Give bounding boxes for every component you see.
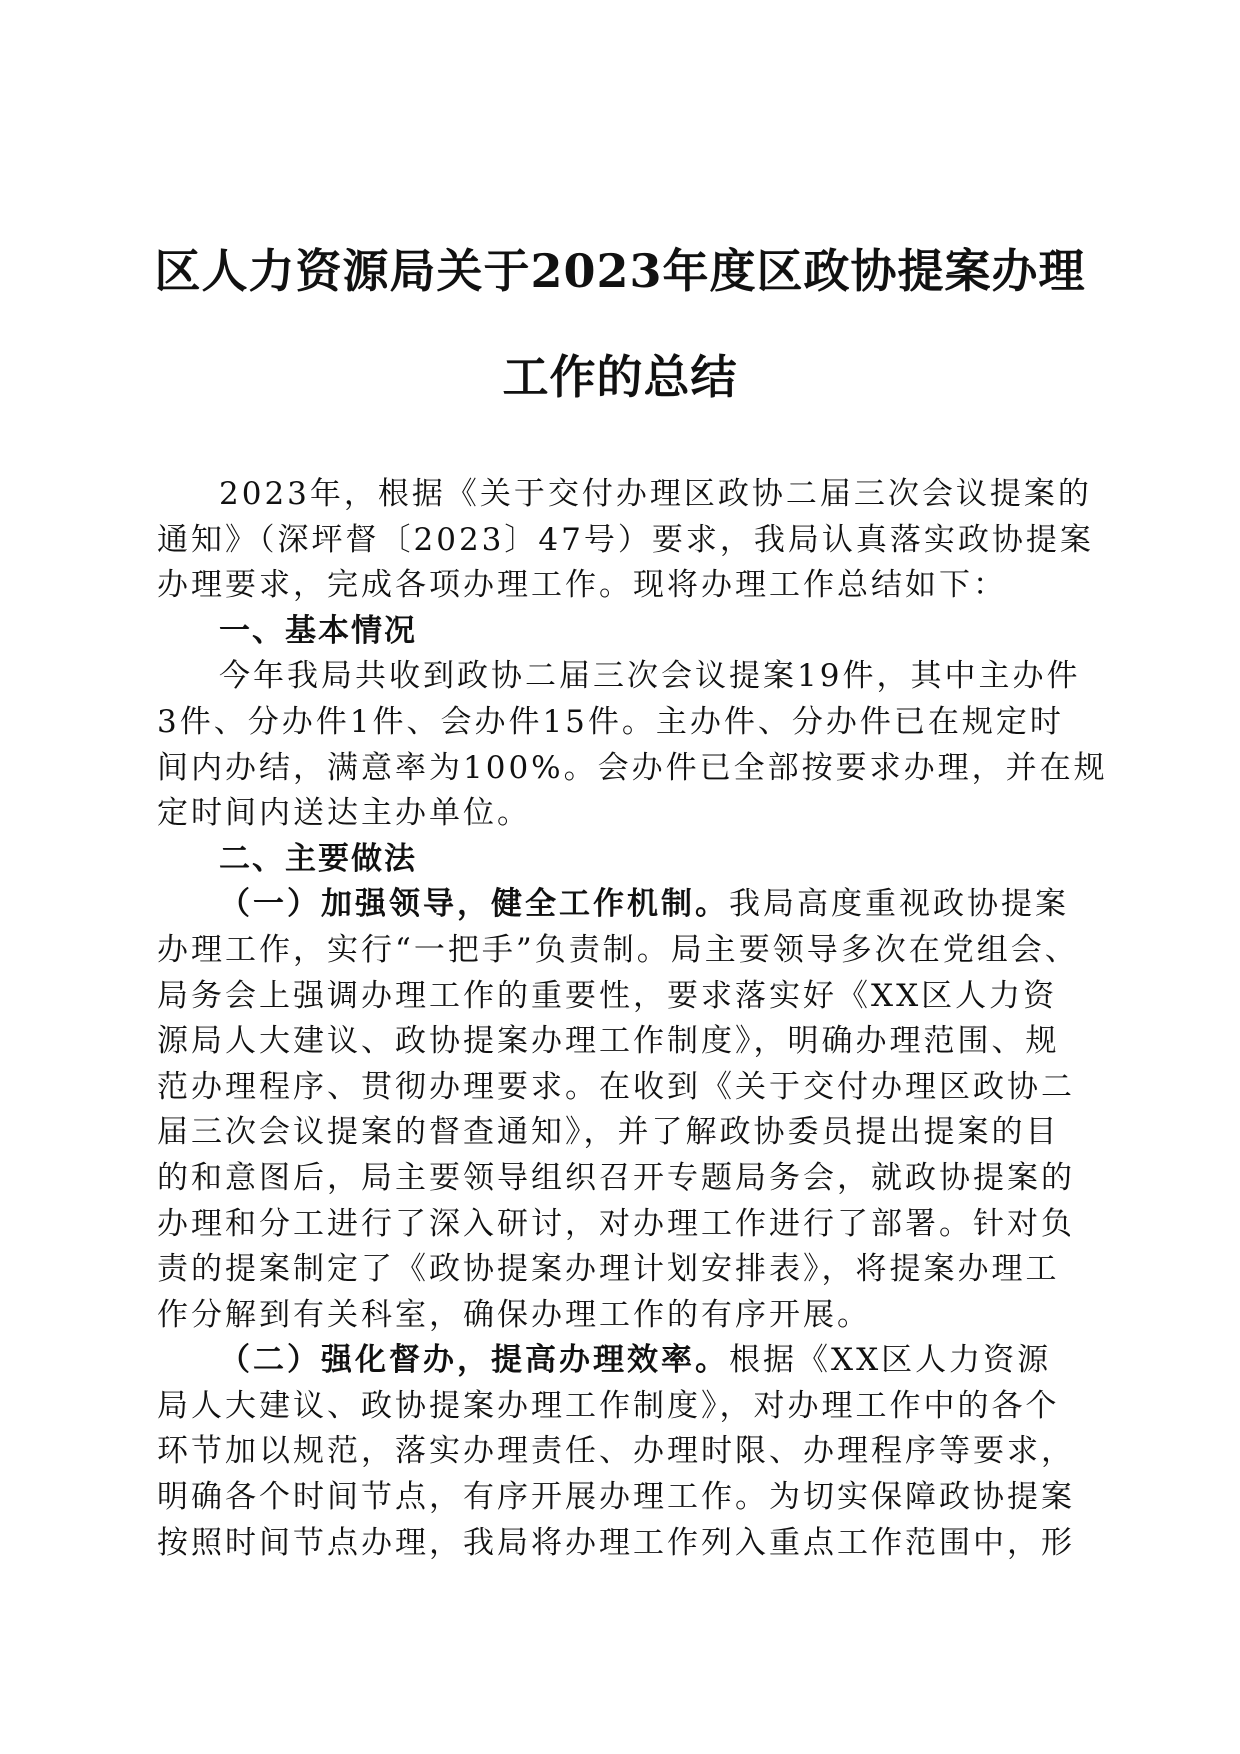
sub2-lead: （二）强化督办，提高办理效率。: [219, 1342, 729, 1379]
section1-line-1: 今年我局共收到政协二届三次会议提案19件，其中主办件: [219, 658, 1081, 695]
sub1-line-6: 的和意图后，局主要领导组织召开专题局务会，就政协提案的: [157, 1159, 1075, 1196]
section1-line-4: 定时间内送达主办单位。: [157, 795, 531, 832]
document-body: [157, 472, 1108, 1566]
section1-line-2: 3件、分办件1件、会办件15件。主办件、分办件已在规定时: [157, 703, 1064, 740]
title-line-1: 区人力资源局关于2023年度区政协提案办理: [154, 244, 1086, 298]
sub1-line-8: 责的提案制定了《政协提案办理计划安排表》，将提案办理工: [157, 1251, 1060, 1288]
sub2-first-line: [157, 1338, 1087, 1384]
sub1-line-9: 作分解到有关科室，确保办理工作的有序开展。: [157, 1296, 871, 1333]
sub1-line-7: 办理和分工进行了深入研讨，对办理工作进行了部署。针对负: [157, 1205, 1075, 1242]
section2-heading: 二、主要做法: [219, 840, 417, 877]
title-line-2: 工作的总结: [502, 350, 738, 404]
section1-line-3: 间内办结，满意率为100%。会办件已全部按要求办理，并在规: [157, 749, 1108, 786]
sub1-line-1: 办理工作，实行“一把手”负责制。局主要领导多次在党组会、: [157, 931, 1079, 968]
sub1-line-4: 范办理程序、贯彻办理要求。在收到《关于交付办理区政协二: [157, 1068, 1075, 1105]
sub1-line-2: 局务会上强调办理工作的重要性，要求落实好《XX区人力资: [157, 977, 1058, 1014]
sub1-line-3: 源局人大建议、政协提案办理工作制度》，明确办理范围、规: [157, 1023, 1060, 1060]
intro-line-3: 办理要求，完成各项办理工作。现将办理工作总结如下：: [157, 567, 1007, 604]
document-title: [100, 244, 1140, 404]
sub2-line-1: 局人大建议、政协提案办理工作制度》，对办理工作中的各个: [157, 1387, 1060, 1424]
sub2-line-3: 明确各个时间节点，有序开展办理工作。为切实保障政协提案: [157, 1479, 1075, 1516]
sub2-line-2: 环节加以规范，落实办理责任、办理时限、办理程序等要求，: [157, 1433, 1075, 1470]
sub1-line-5: 届三次会议提案的督查通知》，并了解政协委员提出提案的目: [157, 1114, 1060, 1151]
sub1-first-line: [157, 882, 1087, 928]
sub1-first-rest: 我局高度重视政协提案: [729, 886, 1069, 923]
intro-line-1: 2023年，根据《关于交付办理区政协二届三次会议提案的: [219, 476, 1092, 512]
section1-heading: 一、基本情况: [219, 612, 417, 649]
sub2-line-4: 按照时间节点办理，我局将办理工作列入重点工作范围中，形: [157, 1524, 1075, 1561]
sub2-first-rest: 根据《XX区人力资源: [729, 1342, 1052, 1379]
sub1-lead: （一）加强领导，健全工作机制。: [219, 886, 729, 923]
intro-line-2: 通知》（深坪督〔2023〕47号）要求，我局认真落实政协提案: [157, 521, 1094, 558]
